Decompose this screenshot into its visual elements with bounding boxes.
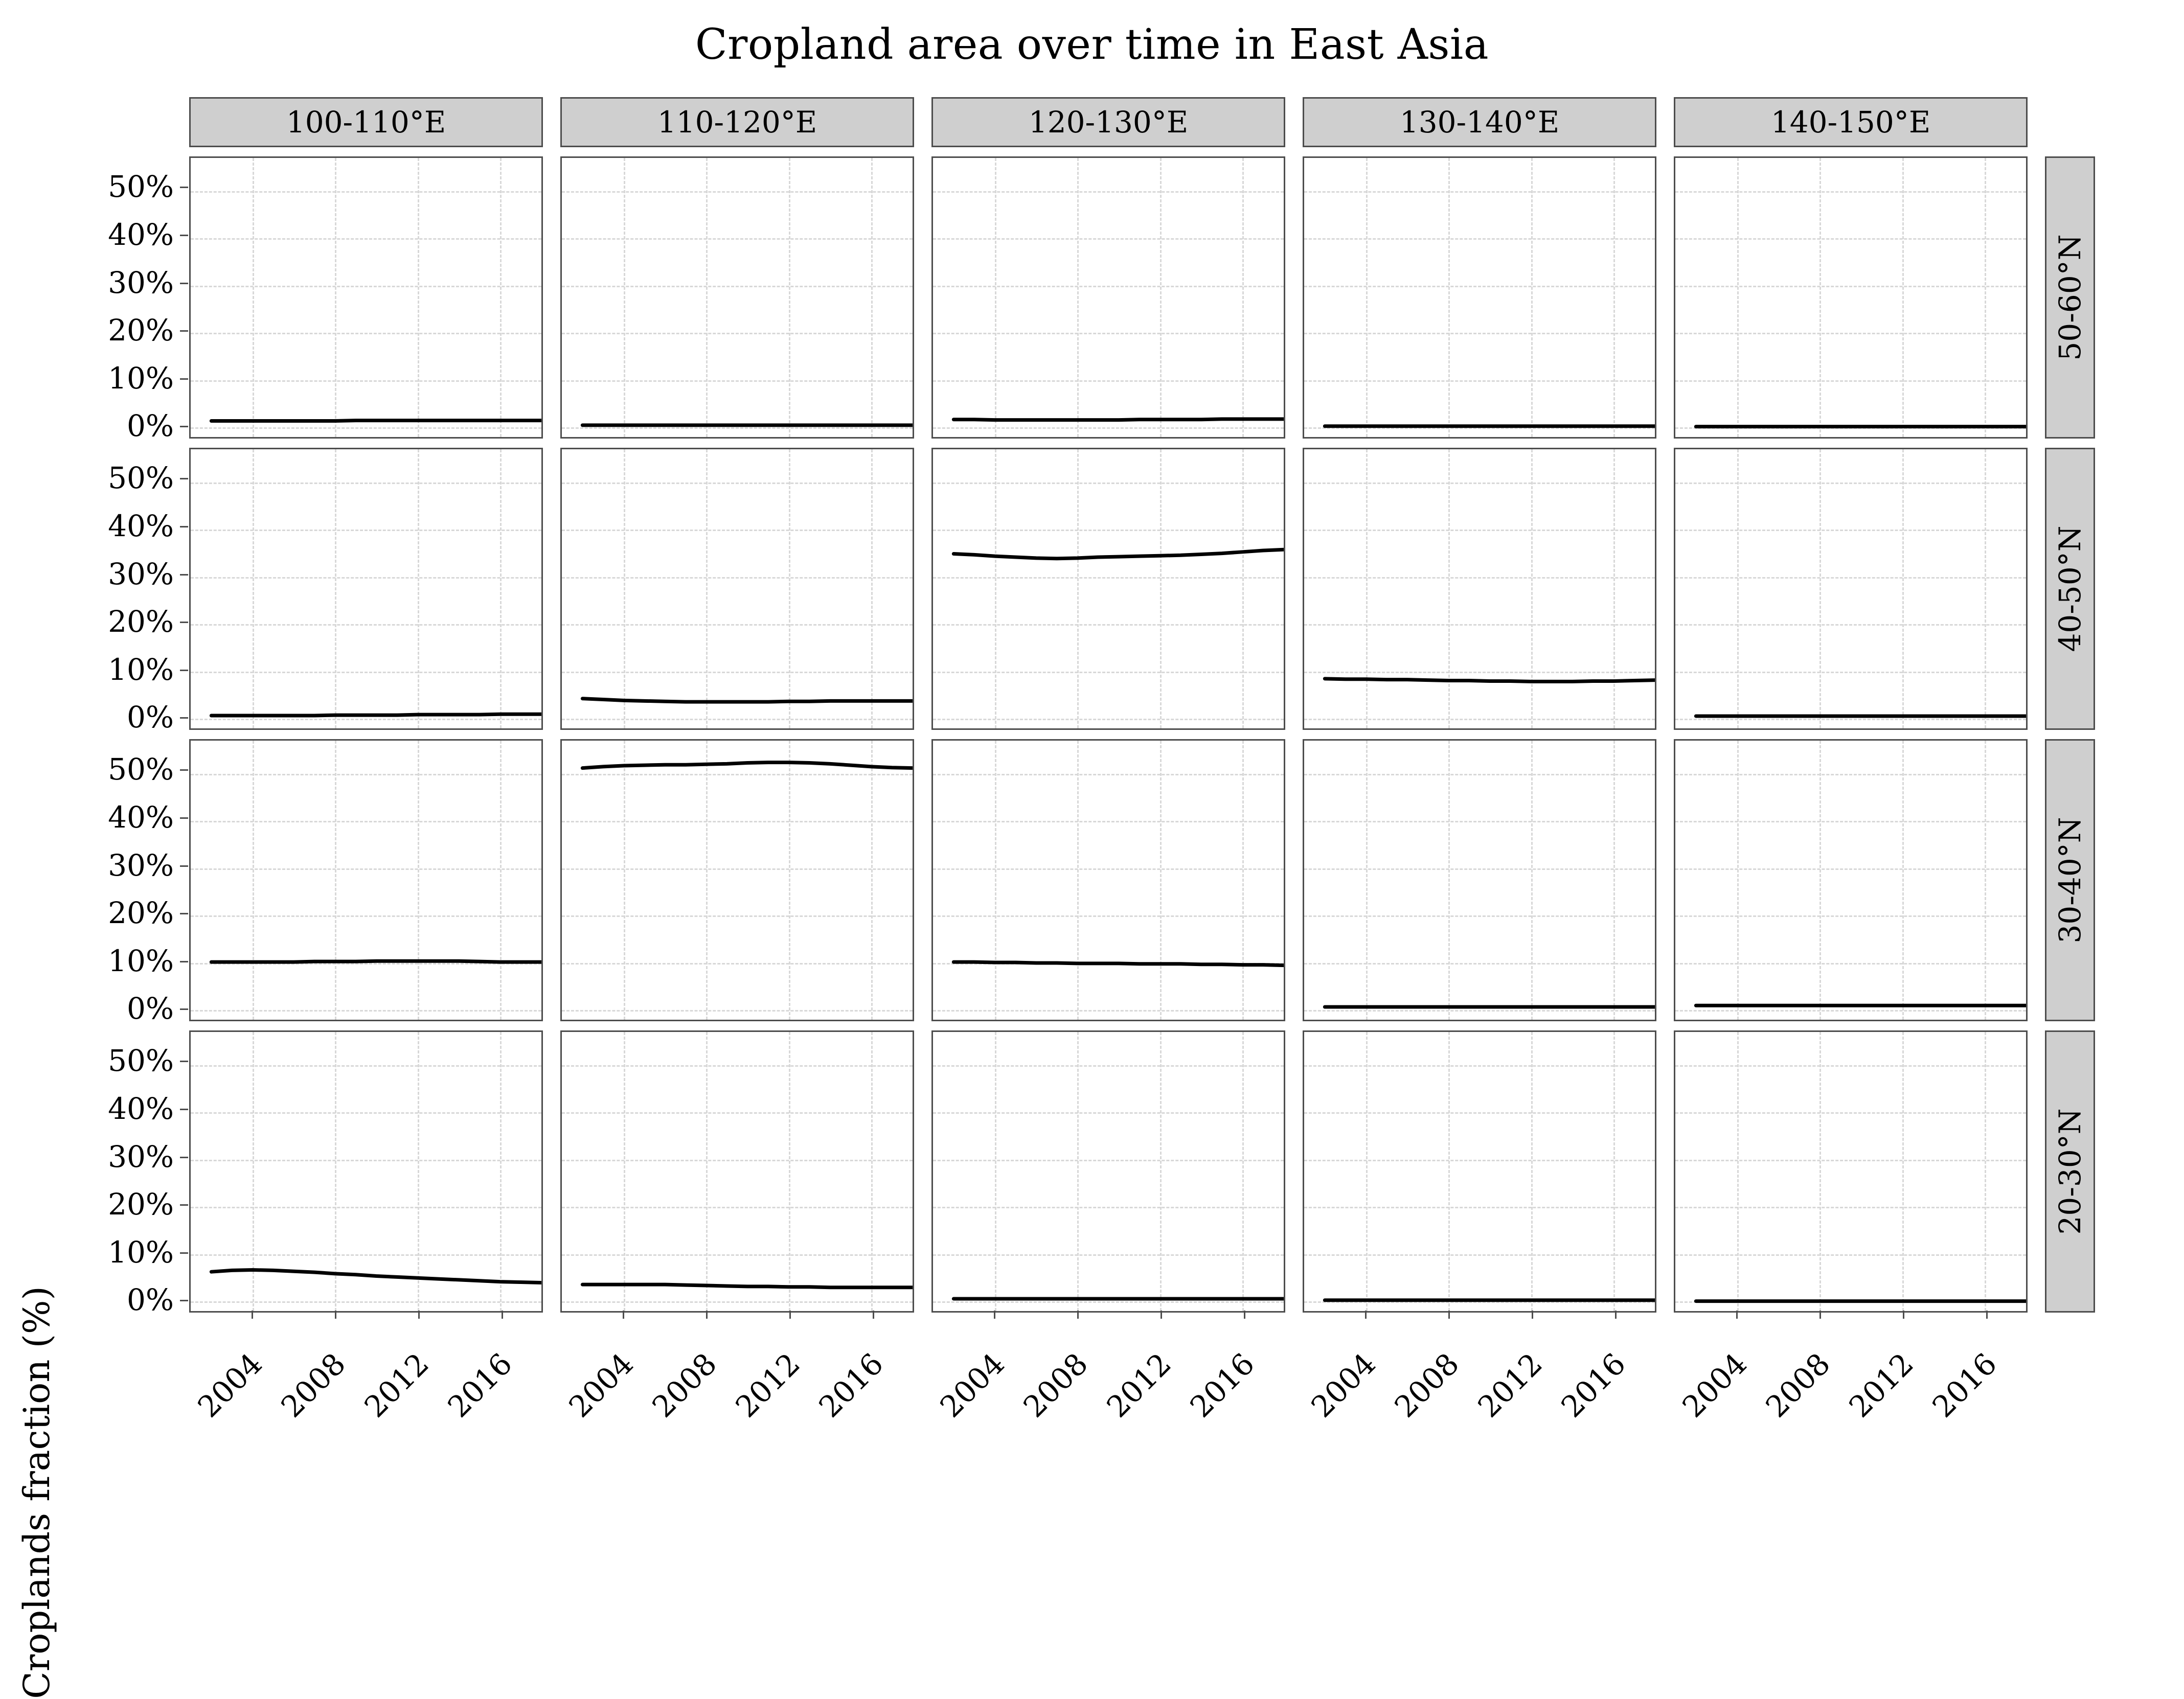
row-facet-label-text: 30-40°N [2053,817,2087,944]
x-tick-label: 2016 [1554,1346,1632,1425]
y-tick-label: 0% [126,408,174,444]
facet-panel [1303,1030,1656,1313]
series-line [933,741,1284,1020]
facet-panel [560,448,914,730]
series-line [191,158,541,437]
facet-panel [189,448,543,730]
x-tick-mark [1903,1311,1904,1319]
x-tick-label: 2008 [1759,1346,1837,1425]
y-tick-label: 0% [126,700,174,735]
column-facet-label: 140-150°E [1674,97,2028,147]
facet-grid [189,97,2095,1313]
y-tick-mark [180,622,188,623]
facet-panel [189,1030,543,1313]
x-tick-label: 2004 [1675,1346,1754,1425]
y-tick-label: 50% [108,169,174,204]
y-tick-label: 0% [126,991,174,1026]
x-tick-mark [418,1311,420,1319]
series-line [191,1032,541,1311]
row-facet-label-text: 40-50°N [2053,525,2087,652]
series-line [1304,741,1655,1020]
y-tick-mark [180,187,188,188]
series-line [562,449,913,728]
x-tick-mark [706,1311,708,1319]
x-tick-label: 2012 [1842,1346,1920,1425]
facet-panel [1303,739,1656,1021]
x-tick-label: 2016 [812,1346,890,1425]
row-facet-label-text: 20-30°N [2053,1108,2087,1235]
y-tick-label: 10% [108,1234,174,1270]
row-facet-label [2045,156,2095,439]
column-facet-label: 120-130°E [931,97,1285,147]
x-tick-label: 2008 [1387,1346,1466,1425]
y-tick-mark [180,1109,188,1110]
series-line [1675,1032,2026,1311]
y-tick-label: 30% [108,265,174,300]
facet-row [189,739,2095,1021]
y-tick-mark [180,961,188,962]
series-line [933,158,1284,437]
facet-row [189,448,2095,730]
y-tick-label: 20% [108,896,174,931]
facet-panel [931,156,1285,439]
x-tick-mark [1365,1311,1367,1319]
y-tick-mark [180,1157,188,1158]
facet-panel [1303,156,1656,439]
y-tick-mark [180,1300,188,1301]
y-tick-label: 10% [108,943,174,978]
y-tick-mark [180,330,188,332]
x-tick-label: 2016 [1183,1346,1261,1425]
series-line [1304,158,1655,437]
series-line [1304,449,1655,728]
y-tick-label: 40% [108,1091,174,1127]
facet-panel [189,156,543,439]
y-tick-label: 30% [108,847,174,883]
facet-panel [560,1030,914,1313]
facet-panel [1303,448,1656,730]
facet-panel [931,448,1285,730]
x-tick-mark [335,1311,336,1319]
facet-panel [560,739,914,1021]
facet-panel [931,1030,1285,1313]
x-tick-label: 2012 [357,1346,436,1425]
x-tick-mark [1077,1311,1079,1319]
y-axis-label: Croplands fraction (%) [16,1286,58,1699]
page-title: Cropland area over time in East Asia [695,20,1489,69]
facet-panel [1674,1030,2028,1313]
y-tick-mark [180,1204,188,1206]
x-tick-label: 2012 [1100,1346,1178,1425]
x-tick-mark [1161,1311,1162,1319]
x-tick-mark [1986,1311,1988,1319]
row-facet-label-text: 50-60°N [2053,234,2087,361]
y-tick-label: 20% [108,1187,174,1222]
x-tick-label: 2004 [1304,1346,1383,1425]
column-facet-label: 100-110°E [189,97,543,147]
series-line [1304,1032,1655,1311]
x-tick-mark [1736,1311,1738,1319]
y-tick-label: 10% [108,360,174,396]
y-tick-label: 30% [108,1139,174,1174]
x-tick-mark [1244,1311,1245,1319]
row-facet-label [2045,739,2095,1021]
y-tick-label: 50% [108,752,174,787]
y-tick-label: 0% [126,1282,174,1318]
facet-panel [1674,448,2028,730]
x-tick-label: 2004 [933,1346,1012,1425]
facet-row [189,156,2095,439]
y-tick-label: 20% [108,604,174,639]
facet-panel [1674,156,2028,439]
x-tick-mark [623,1311,624,1319]
y-tick-mark [180,913,188,914]
series-line [191,741,541,1020]
facet-panel [189,739,543,1021]
facet-panel [560,156,914,439]
y-tick-mark [180,865,188,867]
y-tick-label: 40% [108,800,174,835]
y-tick-label: 20% [108,313,174,348]
x-tick-mark [873,1311,874,1319]
y-tick-label: 50% [108,461,174,496]
series-line [562,1032,913,1311]
series-line [191,449,541,728]
facet-panel [931,739,1285,1021]
x-tick-label: 2004 [191,1346,269,1425]
y-tick-mark [180,769,188,771]
x-tick-label: 2008 [645,1346,723,1425]
y-tick-mark [180,235,188,236]
x-tick-mark [1819,1311,1821,1319]
x-tick-mark [1615,1311,1617,1319]
series-line [1675,158,2026,437]
x-tick-mark [1532,1311,1533,1319]
series-line [1675,741,2026,1020]
series-line [1675,449,2026,728]
y-tick-label: 40% [108,509,174,544]
y-tick-label: 30% [108,556,174,591]
y-tick-mark [180,478,188,479]
y-tick-mark [180,817,188,819]
y-tick-mark [180,574,188,576]
y-tick-label: 50% [108,1043,174,1078]
x-tick-mark [502,1311,503,1319]
x-tick-mark [252,1311,253,1319]
x-tick-mark [789,1311,791,1319]
series-line [562,158,913,437]
y-tick-mark [180,717,188,719]
column-facet-strips [189,97,2095,147]
x-tick-label: 2016 [1925,1346,2004,1425]
series-line [933,449,1284,728]
facet-row [189,1030,2095,1313]
y-tick-mark [180,670,188,671]
column-facet-label: 110-120°E [560,97,914,147]
y-tick-mark [180,283,188,284]
x-tick-label: 2008 [274,1346,352,1425]
x-tick-label: 2012 [729,1346,807,1425]
row-facet-label [2045,1030,2095,1313]
x-tick-label: 2008 [1016,1346,1095,1425]
y-tick-mark [180,1061,188,1062]
x-tick-mark [1448,1311,1450,1319]
y-tick-mark [180,378,188,380]
y-tick-mark [180,526,188,527]
y-tick-mark [180,1252,188,1254]
x-tick-mark [994,1311,995,1319]
series-line [933,1032,1284,1311]
y-tick-mark [180,426,188,427]
row-facet-label [2045,448,2095,730]
facet-panel [1674,739,2028,1021]
series-line [562,741,913,1020]
column-facet-label: 130-140°E [1303,97,1656,147]
x-tick-label: 2016 [441,1346,519,1425]
y-tick-label: 40% [108,217,174,252]
x-tick-label: 2012 [1471,1346,1549,1425]
x-tick-label: 2004 [562,1346,641,1425]
y-tick-label: 10% [108,652,174,687]
y-tick-mark [180,1008,188,1010]
